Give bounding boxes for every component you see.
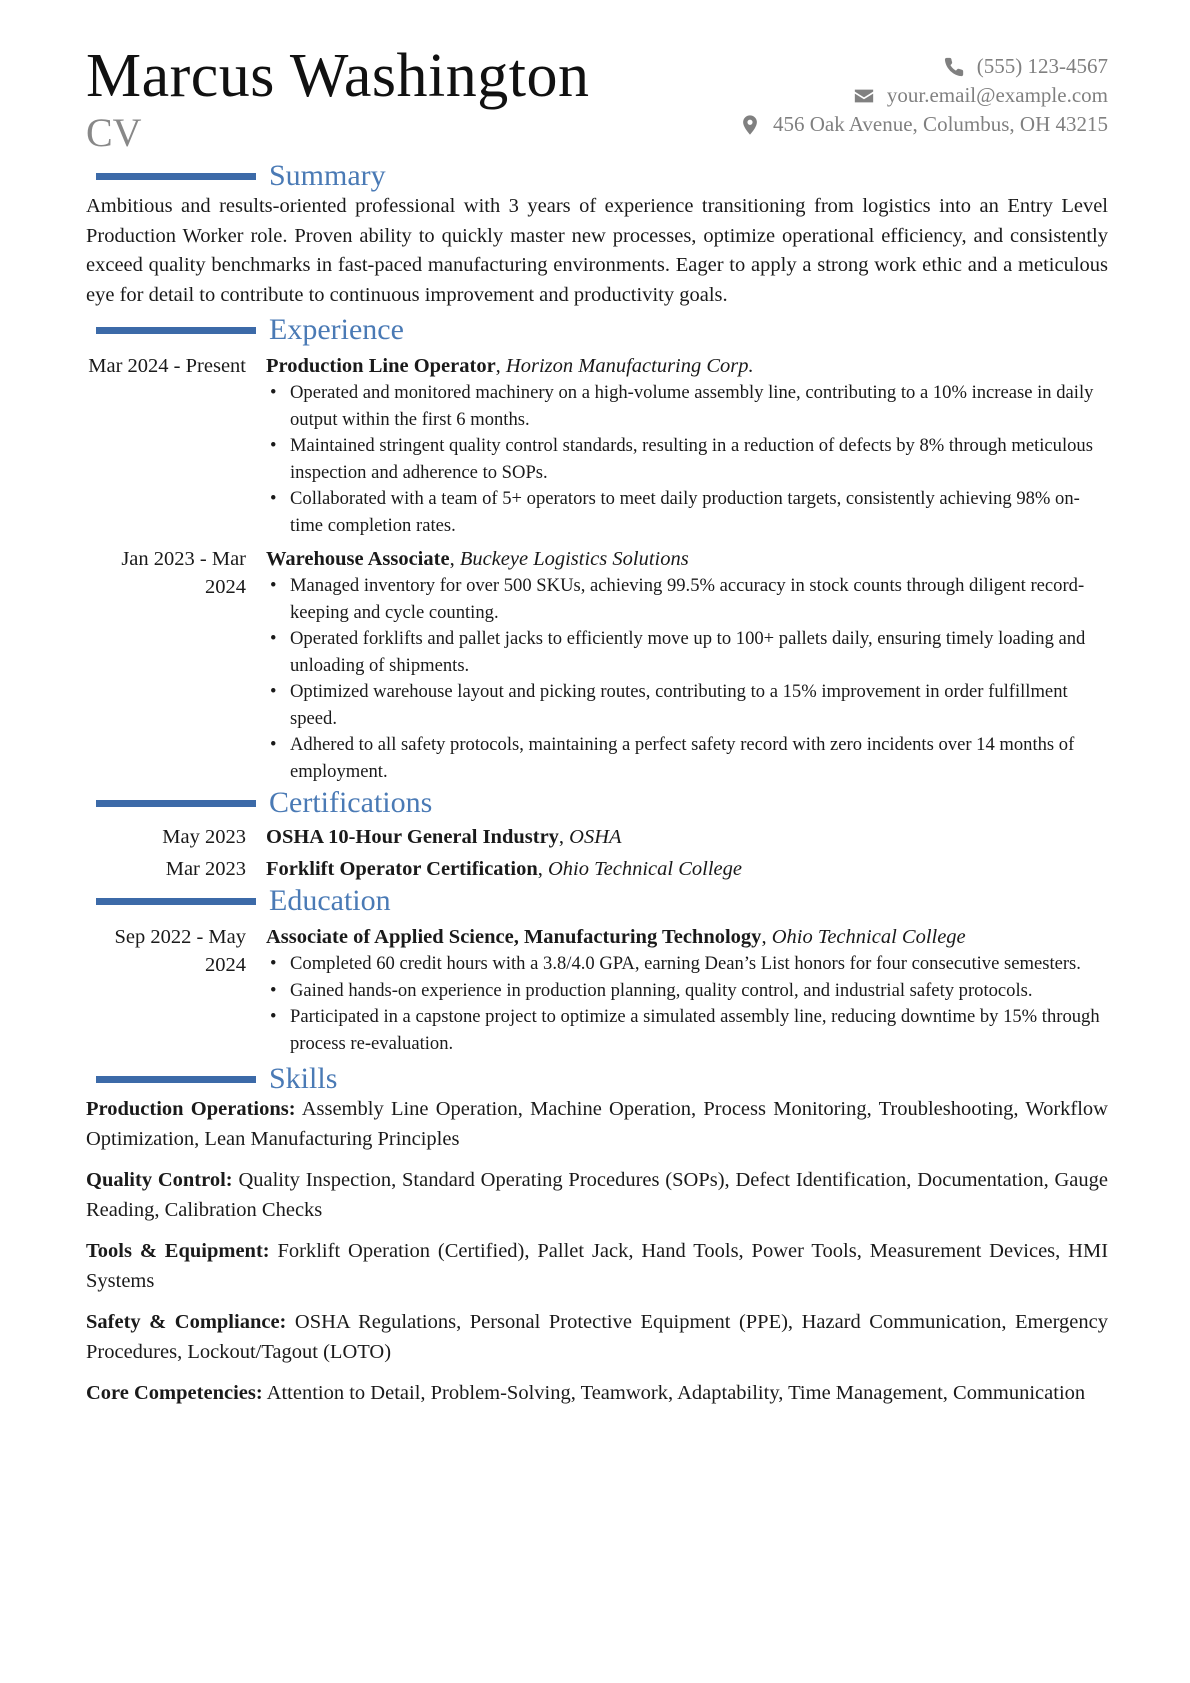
section-title: Summary (269, 159, 386, 192)
skill-group (86, 1237, 1108, 1296)
phone-icon (943, 56, 965, 78)
entry-body (266, 545, 1108, 785)
entry-organization: Ohio Technical College (771, 926, 966, 948)
certification-entry (86, 855, 1108, 883)
entry-header: Production Line Operator, Horizon Manufacturing Corp. (266, 355, 754, 377)
skill-category: Core Competencies: (86, 1382, 263, 1404)
entry-date: Sep 2022 - May 2024 (114, 926, 246, 976)
skill-list: Forklift Operation (Certified), Pallet Jack, Hand Tools, Power Tools, Measurement Devices, HMI Systems (86, 1240, 1109, 1292)
entry-header: Associate of Applied Science, Manufacturing Technology, Ohio Technical College (266, 926, 966, 948)
entry-body: OSHA 10-Hour General Industry, OSHA (266, 826, 622, 848)
entry-title: Production Line Operator (266, 355, 496, 377)
section-title: Skills (269, 1062, 338, 1095)
bullet-item: • Optimized warehouse layout and picking routes, contributing to a 15% improvement in order fulfillment speed. (266, 679, 1108, 732)
contact-email-row (739, 81, 1108, 110)
entry-date: May 2023 (162, 826, 246, 848)
certification-entry (86, 823, 1108, 851)
summary-heading (86, 160, 1108, 192)
entry-title: OSHA 10-Hour General Industry (266, 826, 559, 848)
section-title: Education (269, 884, 391, 917)
entry-organization: Horizon Manufacturing Corp. (505, 355, 754, 377)
certifications-heading (86, 787, 1108, 819)
entry-date: Mar 2024 - Present (88, 355, 246, 377)
skill-list: Attention to Detail, Problem-Solving, Teamwork, Adaptability, Time Management, Communication (266, 1382, 1086, 1404)
bullet-item: • Managed inventory for over 500 SKUs, achieving 99.5% accuracy in stock counts through diligent record-keeping and cycle counting. (266, 573, 1108, 626)
skill-group (86, 1379, 1108, 1409)
skill-category: Safety & Compliance: (86, 1311, 287, 1333)
skill-category: Production Operations: (86, 1098, 296, 1120)
bullet-item: • Participated in a capstone project to optimize a simulated assembly line, reducing downtime by 15% through process re-evaluation. (266, 1004, 1108, 1057)
entry-organization: OSHA (569, 826, 622, 848)
contact-info (739, 52, 1108, 139)
document-subtitle: CV (86, 110, 142, 155)
skill-category: Quality Control: (86, 1169, 233, 1191)
entry-body (266, 923, 1108, 1057)
entry-bullets (266, 380, 1108, 539)
skill-category: Tools & Equipment: (86, 1240, 270, 1262)
bullet-item: • Operated forklifts and pallet jacks to efficiently move up to 100+ pallets daily, ensuring timely loading and unloading of shipments. (266, 626, 1108, 679)
section-accent-bar (96, 327, 256, 334)
experience-heading (86, 314, 1108, 346)
entry-title: Warehouse Associate (266, 548, 450, 570)
section-accent-bar (96, 800, 256, 807)
bullet-item: • Operated and monitored machinery on a high-volume assembly line, contributing to a 10% increase in daily output within the first 6 months. (266, 380, 1108, 433)
entry-date: Mar 2023 (165, 858, 246, 880)
section-accent-bar (96, 1076, 256, 1083)
skills-heading (86, 1063, 1108, 1095)
section-title: Certifications (269, 786, 433, 819)
section-accent-bar (96, 898, 256, 905)
skill-group (86, 1308, 1108, 1367)
contact-phone[interactable]: (555) 123-4567 (976, 54, 1108, 78)
education-heading (86, 885, 1108, 917)
contact-address-row (739, 110, 1108, 139)
map-pin-icon (739, 114, 761, 136)
bullet-item: • Completed 60 credit hours with a 3.8/4.0 GPA, earning Dean’s List honors for four consecutive semesters. (266, 951, 1108, 978)
section-accent-bar (96, 173, 256, 180)
entry-bullets (266, 951, 1108, 1057)
contact-address: 456 Oak Avenue, Columbus, OH 43215 (772, 112, 1108, 136)
experience-entry (86, 545, 1108, 785)
entry-organization: Buckeye Logistics Solutions (459, 548, 689, 570)
education-entry (86, 923, 1108, 1057)
entry-body: Forklift Operator Certification, Ohio Technical College (266, 858, 742, 880)
summary-text: Ambitious and results-oriented professional with 3 years of experience transitioning from logistics into an Entry Level Production Worker role. Proven ability to quickly master new processes, optimize operational efficiency, and consistently exceed quality benchmarks in fast-paced manufacturing environments. Eager to apply a strong work ethic and a meticulous eye for detail to contribute to continuous improvement and productivity goals. (86, 195, 1108, 306)
resume-page (86, 40, 1108, 1421)
bullet-item: • Adhered to all safety protocols, maintaining a perfect safety record with zero incidents over 14 months of employment. (266, 732, 1108, 785)
resume-header (86, 40, 1108, 158)
contact-email[interactable]: your.email@example.com (886, 83, 1108, 107)
contact-phone-row (739, 52, 1108, 81)
bullet-item: • Collaborated with a team of 5+ operators to meet daily production targets, consistently achieving 98% on-time completion rates. (266, 486, 1108, 539)
entry-body (266, 352, 1108, 539)
entry-bullets (266, 573, 1108, 785)
bullet-item: • Gained hands-on experience in production planning, quality control, and industrial safety protocols. (266, 978, 1108, 1005)
entry-title: Associate of Applied Science, Manufacturing Technology (266, 926, 762, 948)
entry-header: Warehouse Associate, Buckeye Logistics Solutions (266, 548, 689, 570)
skill-list: Assembly Line Operation, Machine Operation, Process Monitoring, Troubleshooting, Workflow Optimization, Lean Manufacturing Principles (86, 1098, 1108, 1150)
section-title: Experience (269, 313, 404, 346)
entry-date: Jan 2023 - Mar 2024 (121, 548, 246, 598)
entry-title: Forklift Operator Certification (266, 858, 538, 880)
experience-entry (86, 352, 1108, 539)
envelope-icon (853, 85, 875, 107)
skill-group (86, 1095, 1108, 1154)
skill-group (86, 1166, 1108, 1225)
entry-organization: Ohio Technical College (548, 858, 742, 880)
skill-list: OSHA Regulations, Personal Protective Equipment (PPE), Hazard Communication, Emergency Procedures, Lockout/Tagout (LOTO) (86, 1311, 1109, 1363)
bullet-item: • Maintained stringent quality control standards, resulting in a reduction of defects by 8% through meticulous inspection and adherence to SOPs. (266, 433, 1108, 486)
candidate-name: Marcus Washington (86, 42, 590, 110)
skill-list: Quality Inspection, Standard Operating Procedures (SOPs), Defect Identification, Documentation, Gauge Reading, Calibration Checks (86, 1169, 1108, 1221)
